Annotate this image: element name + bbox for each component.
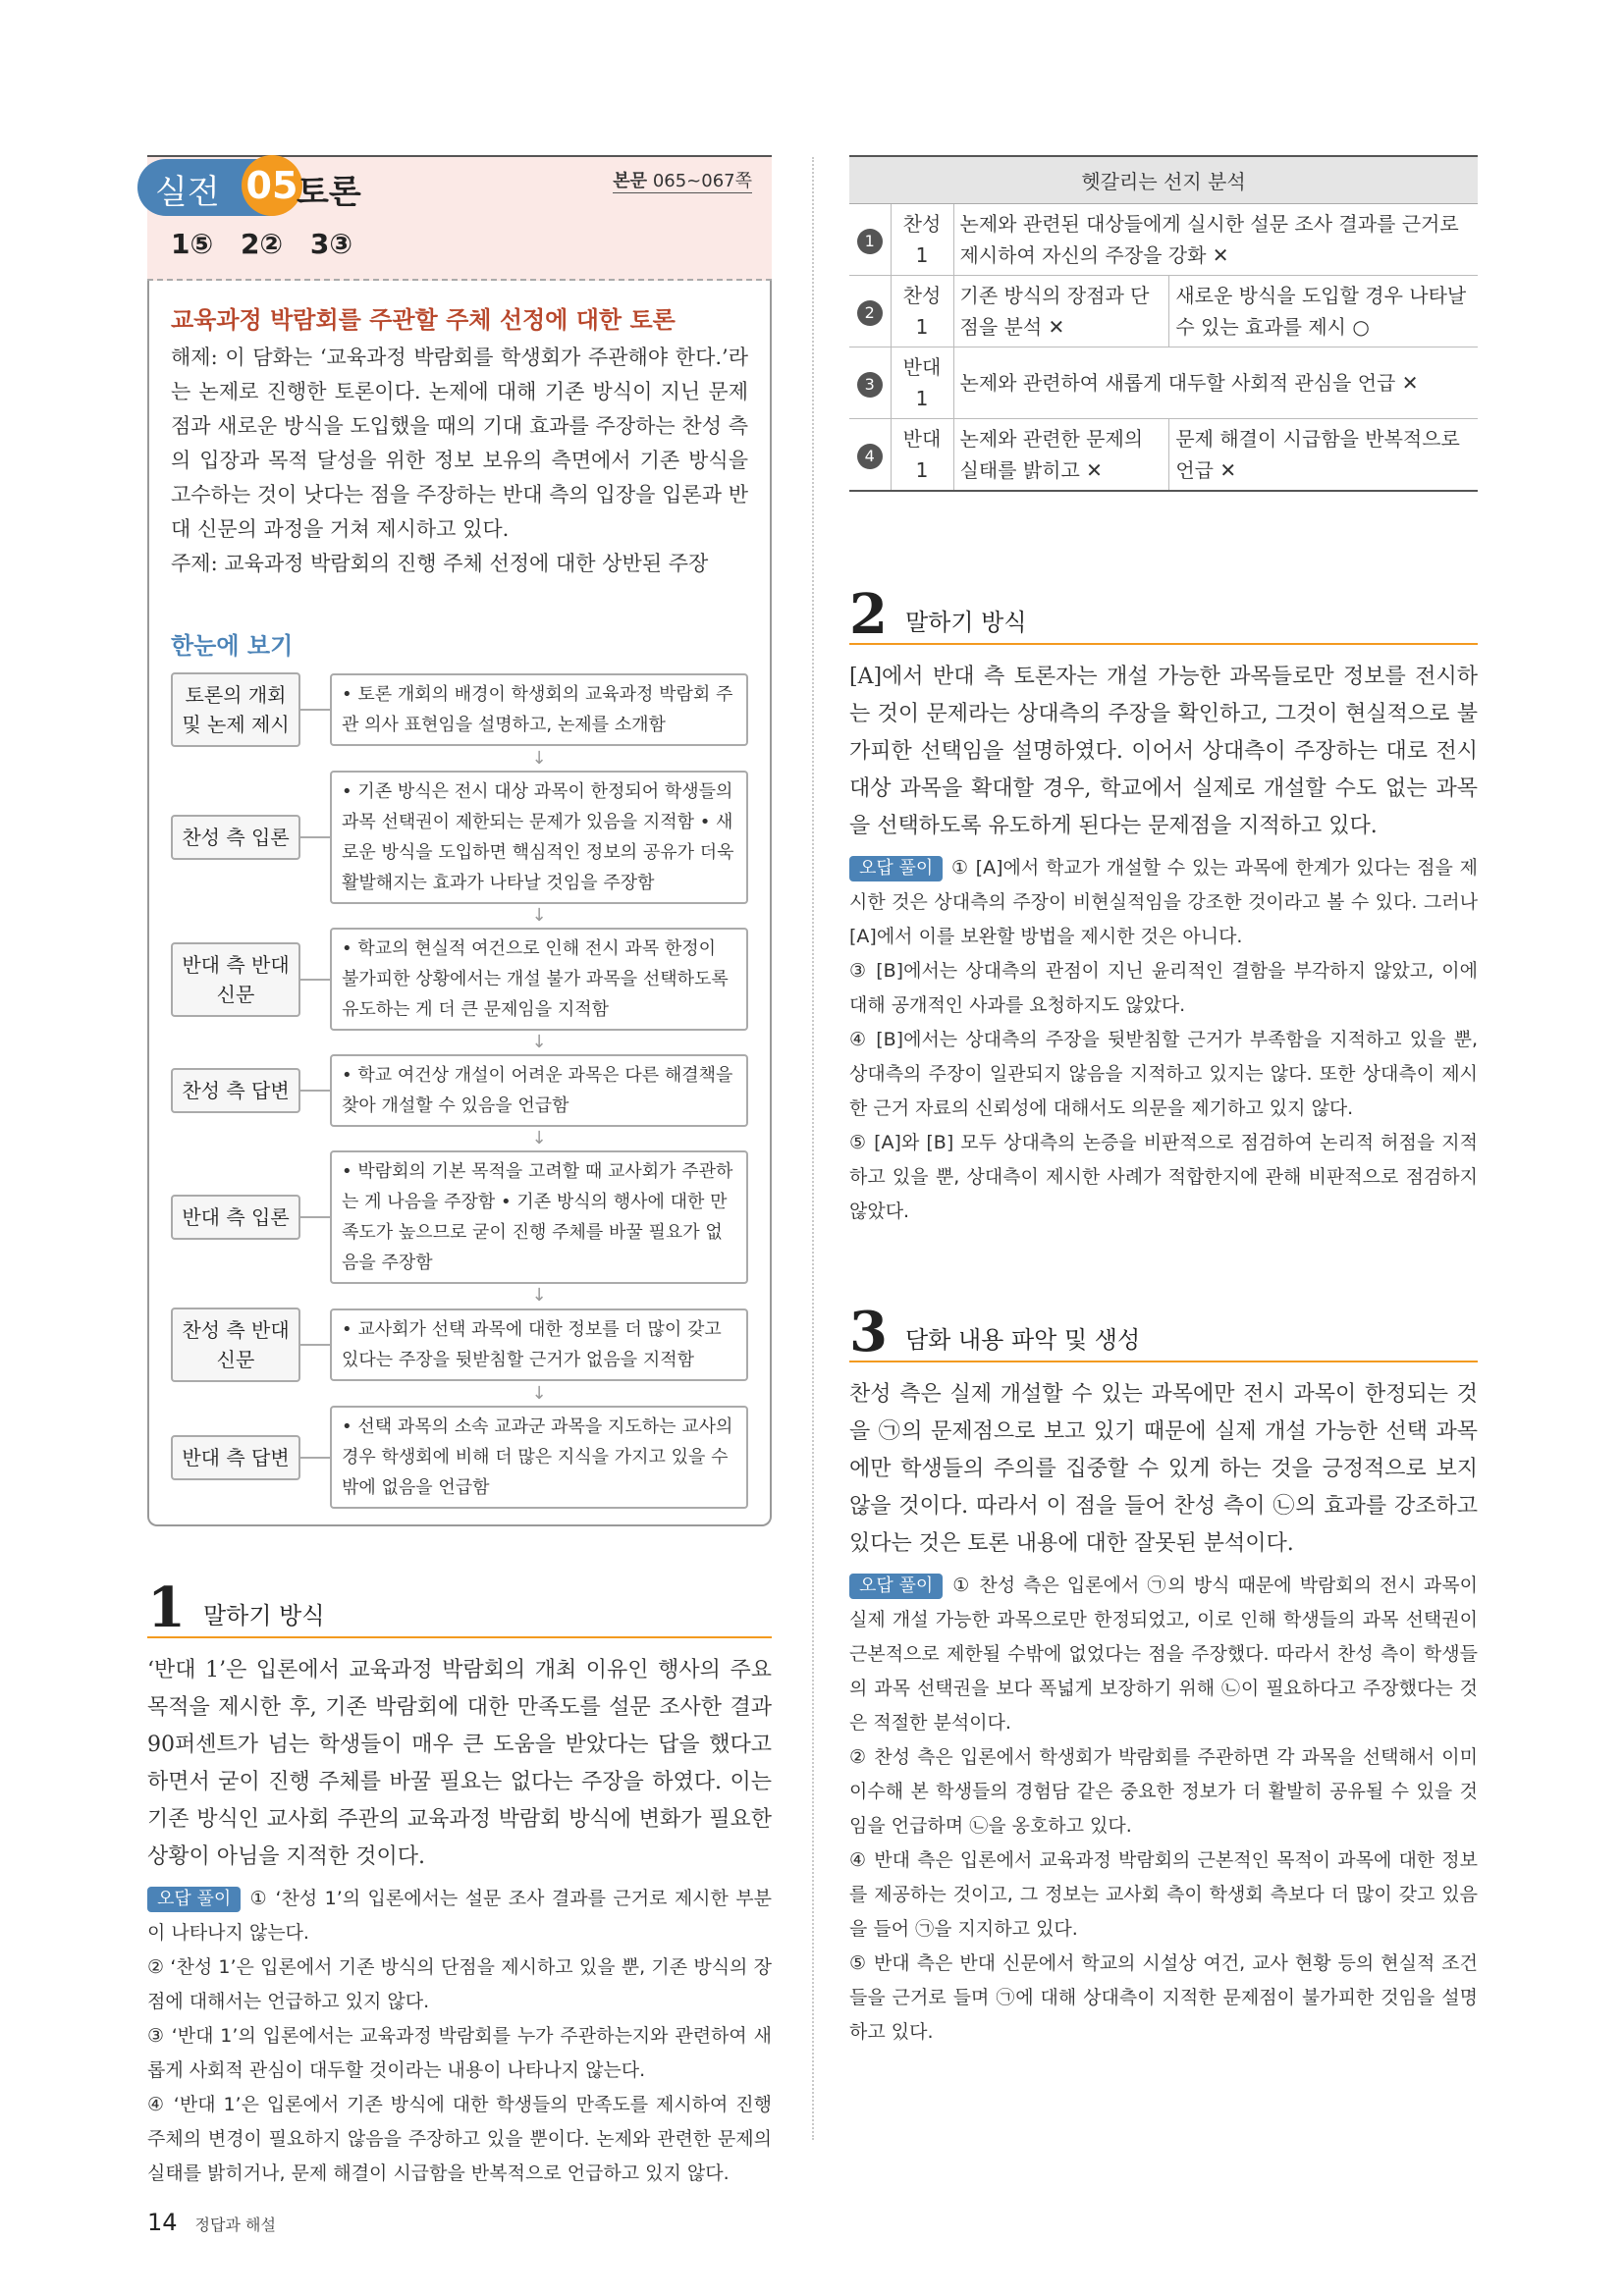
summary-body: 해제: 이 담화는 ‘교육과정 박람회를 학생회가 주관해야 한다.’라는 논제로 진행한 토론이다. 논제에 대해 기존 방식이 지닌 문제점과 새로운 방식을 도입했을 때의 기대 효과를 주장하는 찬성 측의 입장과 목적 달성을 위한 정보 보유의 측면에서 기존 방식을 고수하는 것이 낫다는 점을 주장하는 반대 측의 입장을 입론과 반대 신문의 과정을 거쳐 제시하고 있다. (171, 346, 748, 541)
wrong-answer-tag: 오답 풀이 (147, 1887, 241, 1912)
analysis-cell: 논제와 관련하여 새롭게 대두할 사회적 관심을 언급 ✕ (953, 347, 1478, 418)
note-line (849, 1569, 1478, 1740)
section-title: 말하기 방식 (202, 1602, 325, 1629)
flow-connector (300, 1344, 330, 1346)
section-3-body: 찬성 측은 실제 개설할 수 있는 과목에만 전시 과목이 한정되는 것을 ㉠의 문제점으로 보고 있기 때문에 실제 개설 가능한 선택 과목에만 학생들의 주의를 집중할 수 있게 하는 것을 긍정적으로 보지 않을 것이다. 따라서 이 점을 들어 찬성 측이 ㉡의 효과를 강조하고 있다는 것은 토론 내용에 대한 잘못된 분석이다. (849, 1381, 1478, 1556)
right-column (849, 155, 1478, 2050)
flow-step-label: 찬성 측 반대 신문 (171, 1308, 300, 1382)
option-number-icon: 3 (857, 372, 883, 398)
note-text: ① [A]에서 학교가 개설할 수 있는 과목에 한계가 있다는 점을 제시한 것은 상대측의 주장이 비현실적임을 강조한 것이라고 볼 수 있다. 그러나 [A]에서 이를 보완할 방법을 제시한 것은 아니다. (849, 856, 1478, 947)
analysis-cell: 기존 방식의 장점과 단점을 분석 ✕ (953, 275, 1169, 347)
section-title: 담화 내용 파악 및 생성 (904, 1325, 1141, 1354)
table-row (849, 203, 1478, 275)
section-2-heading (849, 581, 1478, 647)
note-line: ③ ‘반대 1’의 입론에서는 교육과정 박람회를 누가 주관하는지와 관련하여 새롭게 사회적 관심이 대두할 것이라는 내용이 나타나지 않는다. (147, 2025, 772, 2081)
note-line: ③ [B]에서는 상대측의 관점이 지닌 윤리적인 결함을 부각하지 않았고, 이에 대해 공개적인 사과를 요청하지도 않았다. (849, 959, 1478, 1016)
note-line: ② ‘찬성 1’은 입론에서 기존 방식의 단점을 제시하고 있을 뿐, 기존 방식의 장점에 대해서는 언급하고 있지 않다. (147, 1956, 772, 2012)
summary-title: 교육과정 박람회를 주관할 주체 선정에 대한 토론 (171, 306, 676, 334)
wrong-answer-tag: 오답 풀이 (849, 1574, 943, 1599)
flow-connector (300, 1090, 330, 1092)
flow-connector (300, 979, 330, 981)
practice-header (147, 155, 772, 281)
left-column (147, 155, 772, 2191)
flow-step-text: • 학교 여건상 개설이 어려운 과목은 다른 해결책을 찾아 개설할 수 있음을 언급함 (330, 1054, 748, 1127)
table-row (849, 347, 1478, 418)
table-row (849, 418, 1478, 491)
flow-step-text: • 토론 개회의 배경이 학생회의 교육과정 박람회 주관 의사 표현임을 설명하고, 논제를 소개함 (330, 673, 748, 746)
table-row (849, 275, 1478, 347)
down-arrow-icon: ↓ (531, 1383, 547, 1404)
answer-key: 1⑤ 2② 3③ (171, 228, 353, 260)
flow-step-label: 반대 측 반대 신문 (171, 942, 300, 1017)
option-number-icon: 2 (857, 300, 883, 326)
note-line: ④ ‘반대 1’은 입론에서 기존 방식에 대한 학생들의 만족도를 제시하여 진행 주체의 변경이 필요하지 않음을 주장하고 있을 뿐이다. 논제와 관련한 문제의 실태를 밝히거나, 문제 해결이 시급함을 반복적으로 언급하고 있지 않다. (147, 2094, 772, 2184)
flow-connector (300, 1216, 330, 1218)
section-title: 말하기 방식 (904, 608, 1027, 636)
note-line: ④ [B]에서는 상대측의 주장을 뒷받침할 근거가 부족함을 지적하고 있을 뿐, 상대측의 주장이 일관되지 않음을 지적하고 있지는 않다. 또한 상대측이 제시한 근거 자료의 신뢰성에 대해서도 의문을 제기하고 있지 않다. (849, 1028, 1478, 1119)
option-number-icon: 4 (857, 444, 883, 469)
section-3-notes (849, 1569, 1478, 2050)
section-1-heading (147, 1575, 772, 1640)
flow-step-text: • 교사회가 선택 과목에 대한 정보를 더 많이 갖고 있다는 주장을 뒷받침할 근거가 없음을 지적함 (330, 1308, 748, 1381)
flow-step-text: • 박람회의 기본 목적을 고려할 때 교사회가 주관하는 게 나음을 주장함 • 기존 방식의 행사에 대한 만족도가 높으므로 굳이 진행 주체를 바꿀 필요가 없음을 주장함 (330, 1150, 748, 1284)
wrong-answer-tag: 오답 풀이 (849, 856, 943, 881)
flow-step-label: 반대 측 답변 (171, 1435, 300, 1480)
section-3-heading (849, 1299, 1478, 1364)
analysis-cell: 논제와 관련한 문제의 실태를 밝히고 ✕ (953, 418, 1169, 491)
section-2-body: [A]에서 반대 측 토론자는 개설 가능한 과목들로만 정보를 전시하는 것이 문제라는 상대측의 주장을 확인하고, 그것이 현실적으로 불가피한 선택임을 설명하였다. 이어서 상대측이 주장하는 대로 전시 대상 과목을 확대할 경우, 학교에서 실제로 개설할 수도 없는 과목을 선택하도록 유도하게 된다는 문제점을 지적하고 있다. (849, 664, 1478, 838)
analysis-cell: 논제와 관련된 대상들에게 실시한 설문 조사 결과를 근거로 제시하여 자신의 주장을 강화 ✕ (953, 203, 1478, 275)
section-number: 1 (147, 1575, 186, 1640)
summary-box (147, 281, 772, 1526)
flow-connector (300, 1457, 330, 1459)
down-arrow-icon: ↓ (531, 1128, 547, 1148)
speaker-cell: 찬성 1 (891, 275, 953, 347)
note-text: ① 찬성 측은 입론에서 ㉠의 방식 때문에 박람회의 전시 과목이 실제 개설 가능한 과목으로만 한정되었고, 이로 인해 학생들의 과목 선택권이 근본적으로 제한될 수밖에 없었다는 점을 주장했다. 따라서 찬성 측이 학생들의 과목 선택권을 보다 폭넓게 보장하기 위해 ㉡이 필요하다고 주장했다는 것은 적절한 분석이다. (849, 1574, 1478, 1734)
speaker-cell: 반대 1 (891, 418, 953, 491)
flow-step (171, 1308, 748, 1382)
down-arrow-icon: ↓ (531, 1032, 547, 1052)
table-title: 헷갈리는 선지 분석 (849, 156, 1478, 203)
note-line: ⑤ 반대 측은 반대 신문에서 학교의 시설상 여건, 교사 현황 등의 현실적 조건들을 근거로 들며 ㉠에 대해 상대측이 지적한 문제점이 불가피한 것임을 설명하고 있다. (849, 1951, 1478, 2043)
page-reference-prefix: 본문 (613, 171, 648, 191)
flow-step-label: 찬성 측 입론 (171, 815, 300, 860)
note-line: ⑤ [A]와 [B] 모두 상대측의 논증을 비판적으로 점검하여 논리적 허점을 지적하고 있을 뿐, 상대측이 제시한 사례가 적합한지에 관해 비판적으로 점검하지 않았다. (849, 1131, 1478, 1222)
note-line: ② 찬성 측은 입론에서 학생회가 박람회를 주관하면 각 과목을 선택해서 이미 이수해 본 학생들의 경험담 같은 중요한 정보가 더 활발히 공유될 수 있을 것임을 언급하며 ㉡을 옹호하고 있다. (849, 1745, 1478, 1837)
page-footer (147, 2209, 276, 2236)
speaker-cell: 찬성 1 (891, 203, 953, 275)
note-line (849, 851, 1478, 954)
glance-heading: 한눈에 보기 (171, 632, 294, 660)
flow-step (171, 1406, 748, 1509)
section-1-body: ‘반대 1’은 입론에서 교육과정 박람회의 개최 이유인 행사의 주요 목적을 제시한 후, 기존 박람회에 대한 만족도를 설문 조사한 결과 90퍼센트가 넘는 학생들이 매우 큰 도움을 받았다는 답을 했다고 하면서 굳이 진행 주체를 바꿀 필요는 없다는 주장을 하였다. 이는 기존 방식인 교사회 주관의 교육과정 박람회 방식에 변화가 필요한 상황이 아님을 지적한 것이다. (147, 1658, 772, 1869)
flow-step (171, 771, 748, 904)
flow-step-label: 찬성 측 답변 (171, 1068, 300, 1113)
note-text: ① ‘찬성 1’의 입론에서는 설문 조사 결과를 근거로 제시한 부분이 나타나지 않는다. (147, 1888, 772, 1944)
section-number: 3 (849, 1299, 888, 1364)
flow-step (171, 672, 748, 747)
option-analysis-table (849, 155, 1478, 492)
flow-step-text: • 기존 방식은 전시 대상 과목이 한정되어 학생들의 과목 선택권이 제한되는 문제가 있음을 지적함 • 새로운 방식을 도입하면 핵심적인 정보의 공유가 더욱 활발해지는 효과가 나타날 것임을 주장함 (330, 771, 748, 904)
badge-number: 05 (242, 155, 302, 216)
flow-connector (300, 836, 330, 838)
down-arrow-icon: ↓ (531, 748, 547, 769)
footer-label: 정답과 해설 (194, 2216, 276, 2234)
flow-step-label: 반대 측 입론 (171, 1195, 300, 1240)
debate-flowchart (171, 672, 748, 1509)
flow-step-text: • 학교의 현실적 여건으로 인해 전시 과목 한정이 불가피한 상황에서는 개설 불가 과목을 선택하도록 유도하는 게 더 큰 문제임을 지적함 (330, 928, 748, 1031)
flow-step (171, 1054, 748, 1127)
flow-step-label: 토론의 개회 및 논제 제시 (171, 672, 300, 747)
section-number: 2 (849, 581, 888, 647)
option-number-icon: 1 (857, 229, 883, 254)
flow-connector (300, 709, 330, 711)
section-1-notes (147, 1882, 772, 2191)
flow-step (171, 928, 748, 1031)
note-line: ④ 반대 측은 입론에서 교육과정 박람회의 근본적인 목적이 과목에 대한 정보를 제공하는 것이고, 그 정보는 교사회 측이 학생회 측보다 더 많이 갖고 있음을 들어 ㉠을 지지하고 있다. (849, 1848, 1478, 1940)
down-arrow-icon: ↓ (531, 1285, 547, 1306)
speaker-cell: 반대 1 (891, 347, 953, 418)
section-2-notes (849, 851, 1478, 1229)
flow-step (171, 1150, 748, 1284)
page-reference-pages: 065~067쪽 (652, 171, 752, 191)
column-divider (812, 157, 814, 2140)
page-reference (613, 167, 752, 193)
analysis-cell: 문제 해결이 시급함을 반복적으로 언급 ✕ (1169, 418, 1478, 491)
down-arrow-icon: ↓ (531, 905, 547, 926)
summary-theme: 주제: 교육과정 박람회의 진행 주체 선정에 대한 상반된 주장 (171, 552, 709, 575)
note-line (147, 1882, 772, 1950)
analysis-cell: 새로운 방식을 도입할 경우 나타날 수 있는 효과를 제시 ○ (1169, 275, 1478, 347)
badge-word: 실전 (155, 173, 220, 212)
page-number: 14 (147, 2209, 178, 2236)
practice-title: 토론 (297, 173, 361, 212)
flow-step-text: • 선택 과목의 소속 교과군 과목을 지도하는 교사의 경우 학생회에 비해 더 많은 지식을 가지고 있을 수밖에 없음을 언급함 (330, 1406, 748, 1509)
